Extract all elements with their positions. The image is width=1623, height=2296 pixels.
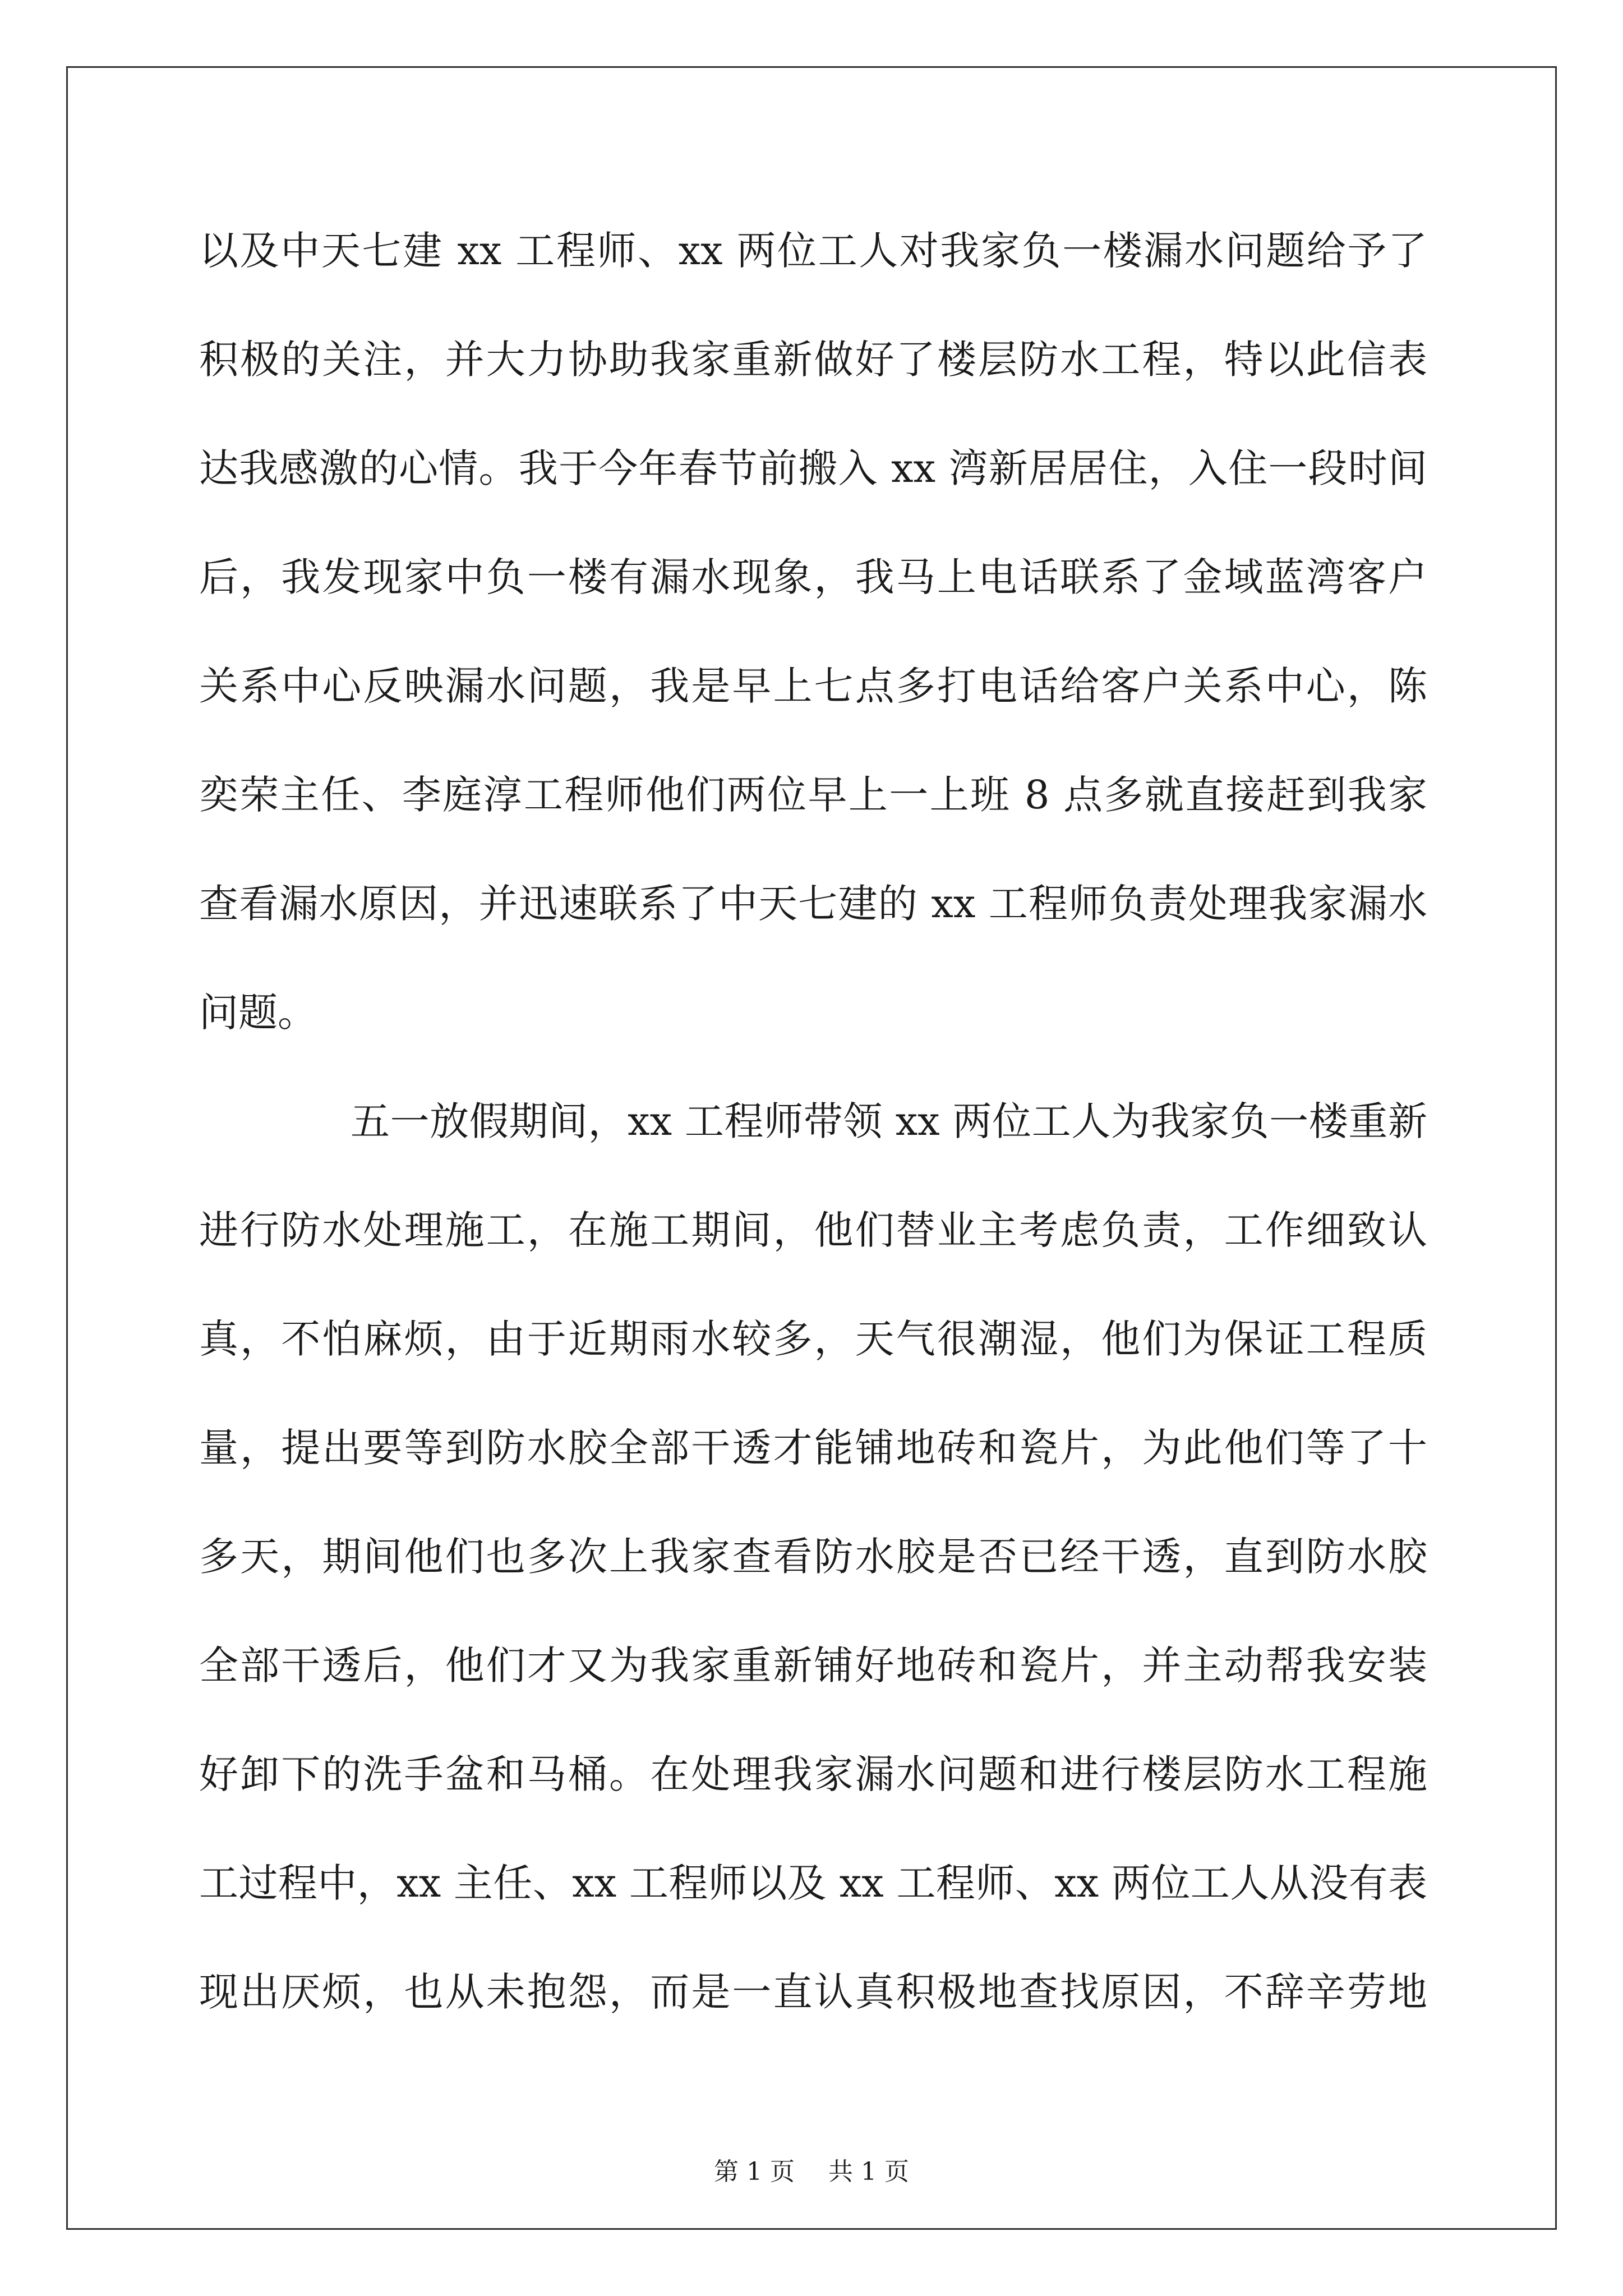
- text-line: 奕荣主任、李庭淳工程师他们两位早上一上班 8 点多就直接赶到我家: [199, 772, 1427, 818]
- text-line: 查看漏水原因，并迅速联系了中天七建的 xx 工程师负责处理我家漏水: [199, 881, 1427, 927]
- text-line: 关系中心反映漏水问题，我是早上七点多打电话给客户关系中心，陈: [199, 663, 1427, 709]
- text-line: 后，我发现家中负一楼有漏水现象，我马上电话联系了金域蓝湾客户: [199, 554, 1427, 600]
- text-line: 多天，期间他们也多次上我家查看防水胶是否已经干透，直到防水胶: [199, 1534, 1427, 1580]
- text-line: 积极的关注，并大力协助我家重新做好了楼层防水工程，特以此信表: [199, 337, 1427, 383]
- text-line: 进行防水处理施工，在施工期间，他们替业主考虑负责，工作细致认: [199, 1207, 1427, 1253]
- text-line: 全部干透后，他们才又为我家重新铺好地砖和瓷片，并主动帮我安装: [199, 1642, 1427, 1688]
- page-number: 第 1 页: [714, 2157, 795, 2186]
- text-line: 问题。: [199, 990, 317, 1036]
- text-line: 真，不怕麻烦，由于近期雨水较多，天气很潮湿，他们为保证工程质: [199, 1316, 1427, 1362]
- text-line: 达我感激的心情。我于今年春节前搬入 xx 湾新居居住，入住一段时间: [199, 445, 1427, 491]
- text-line: 以及中天七建 xx 工程师、xx 两位工人对我家负一楼漏水问题给予了: [199, 228, 1427, 274]
- page-footer: [0, 2155, 1623, 2189]
- text-line: 工过程中，xx 主任、xx 工程师以及 xx 工程师、xx 两位工人从没有表: [199, 1860, 1427, 1906]
- paragraph-first-line: 五一放假期间，xx 工程师带领 xx 两位工人为我家负一楼重新: [351, 1098, 1427, 1144]
- page-total: 共 1 页: [828, 2157, 909, 2186]
- text-line: 现出厌烦，也从未抱怨，而是一直认真积极地查找原因，不辞辛劳地: [199, 1969, 1427, 2015]
- text-line: 量，提出要等到防水胶全部干透才能铺地砖和瓷片，为此他们等了十: [199, 1425, 1427, 1471]
- text-line: 好卸下的洗手盆和马桶。在处理我家漏水问题和进行楼层防水工程施: [199, 1751, 1427, 1797]
- letter-body: [199, 196, 1427, 2046]
